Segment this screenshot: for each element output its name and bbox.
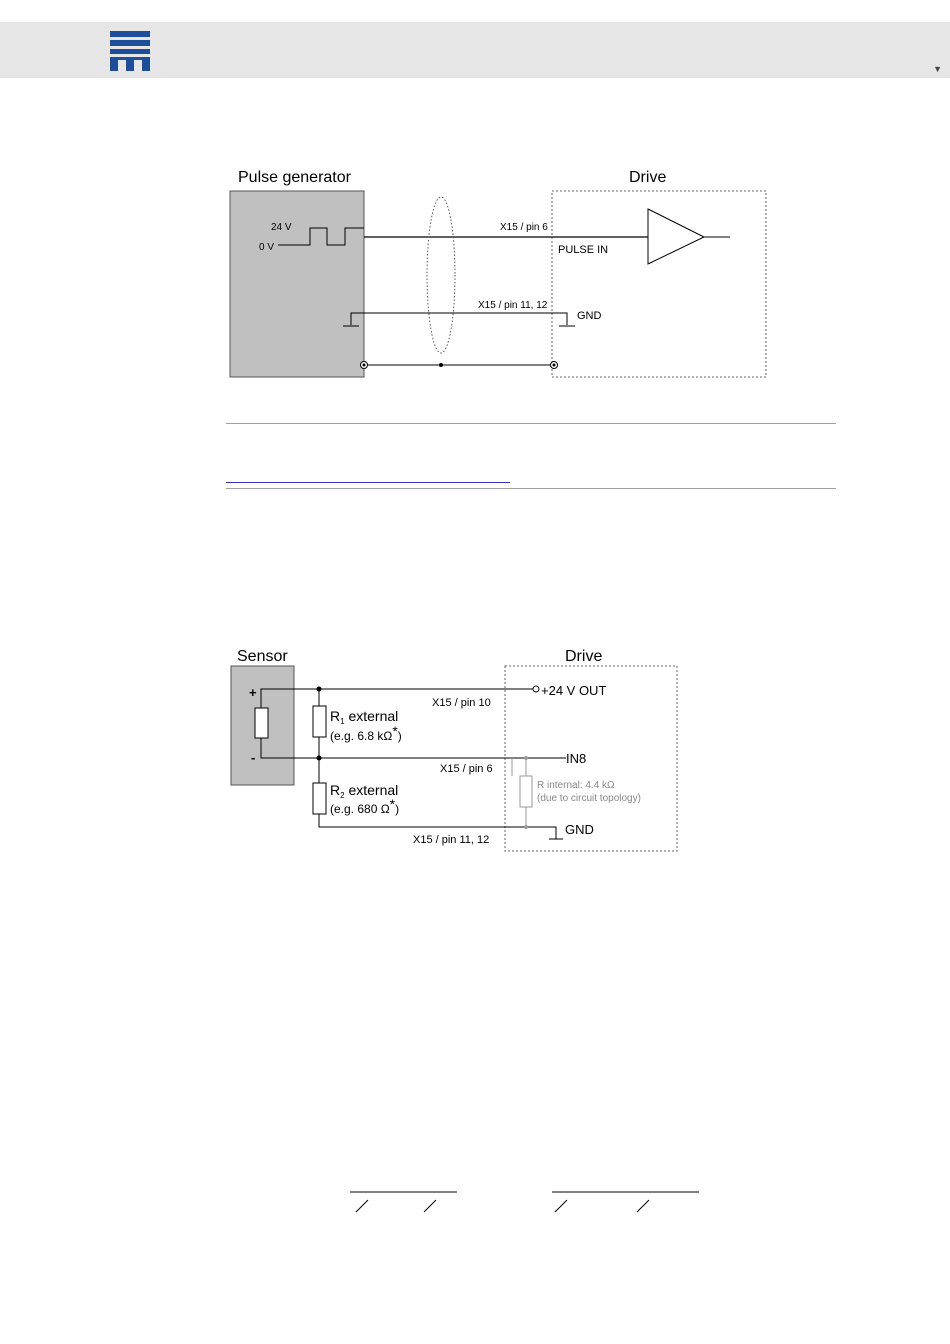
r1-value: (e.g. 6.8 kΩ*) (330, 723, 402, 743)
scroll-down-icon[interactable]: ▼ (933, 64, 942, 74)
drive-title-2: Drive (565, 648, 603, 665)
signal-pin-label-2: X15 / pin 6 (440, 763, 493, 775)
r1-label: $R_1$ external (330, 708, 399, 726)
drive-title-1: Drive (629, 169, 667, 186)
supply-label: +24 V OUT (541, 683, 607, 698)
gnd-label: GND (577, 310, 602, 322)
gnd-pin-label-2: X15 / pin 11, 12 (413, 834, 490, 846)
pulse-in-label: PULSE IN (558, 244, 609, 256)
input-label: IN8 (566, 751, 587, 766)
r2-label: $R_2$ external (330, 782, 399, 800)
r2-value: (e.g. 680 Ω*) (330, 796, 400, 816)
gnd-pin-label: X15 / pin 11, 12 (478, 300, 548, 311)
sensor-title: Sensor (237, 648, 288, 665)
r-internal-label: R internal: 4.4 kΩ (537, 780, 615, 791)
gnd-label-2: GND (565, 822, 594, 837)
supply-pin-label: X15 / pin 10 (432, 697, 491, 709)
high-level-label: 24 V (271, 222, 292, 233)
signal-pin-label: X15 / pin 6 (500, 222, 548, 233)
low-level-label: 0 V (259, 242, 275, 253)
plus-terminal-label: + (249, 685, 257, 700)
r-internal-note: (due to circuit topology) (537, 793, 641, 804)
pulse-generator-title: Pulse generator (238, 169, 351, 186)
minus-terminal-label: - (251, 750, 256, 765)
